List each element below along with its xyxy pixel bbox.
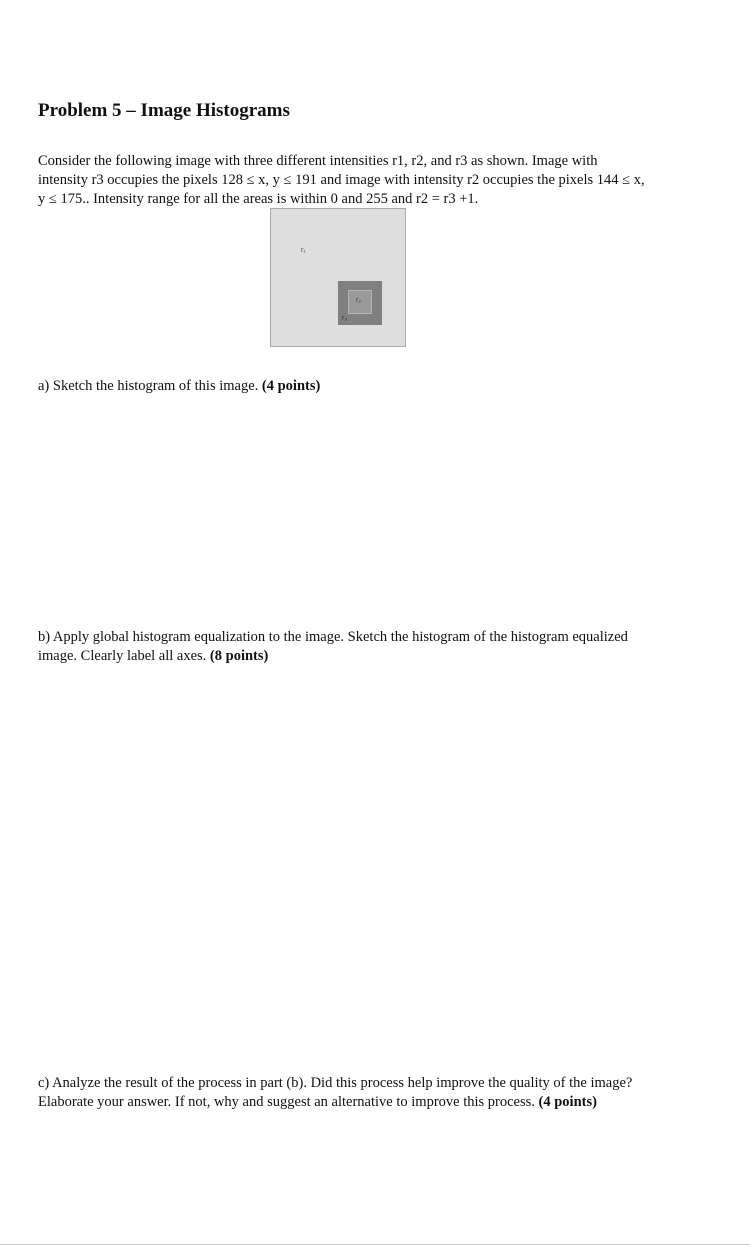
question-c-text: c) Analyze the result of the process in part (b). Did this process help improve the quality of the image? Elaborate your answer. If not, why and suggest an alternative to improve this process. xyxy=(38,1075,633,1110)
problem-description: Consider the following image with three different intensities r1, r2, and r3 as shown. Image with intensity r3 occupies the pixels 128 ≤ x, y ≤ 191 and image with intensity r2 occupies the pixels 144 ≤ x, y ≤ 175.. Intensity range for all the areas is within 0 and 255 and r2 = r3 +1. xyxy=(38,153,645,207)
question-b-text: b) Apply global histogram equalization to the image. Sketch the histogram of the histogram equalized image. Clearly label all axes. xyxy=(38,629,628,664)
r1-label: r₁ xyxy=(301,247,306,254)
problem-title: Problem 5 – Image Histograms xyxy=(38,100,290,121)
question-b-points: (8 points) xyxy=(209,648,269,664)
question-b xyxy=(38,628,648,666)
question-a xyxy=(38,377,648,396)
question-a-text: a) Sketch the histogram of this image. xyxy=(38,378,262,394)
question-c-points: (4 points) xyxy=(538,1094,597,1110)
intensity-image-figure xyxy=(270,208,406,347)
question-c xyxy=(38,1074,648,1112)
r3-label: r₃ xyxy=(342,315,348,322)
page-bottom-divider xyxy=(0,1244,750,1245)
r2-region xyxy=(348,290,372,314)
r2-label: r₂ xyxy=(356,297,362,304)
question-a-points: (4 points) xyxy=(261,378,321,394)
